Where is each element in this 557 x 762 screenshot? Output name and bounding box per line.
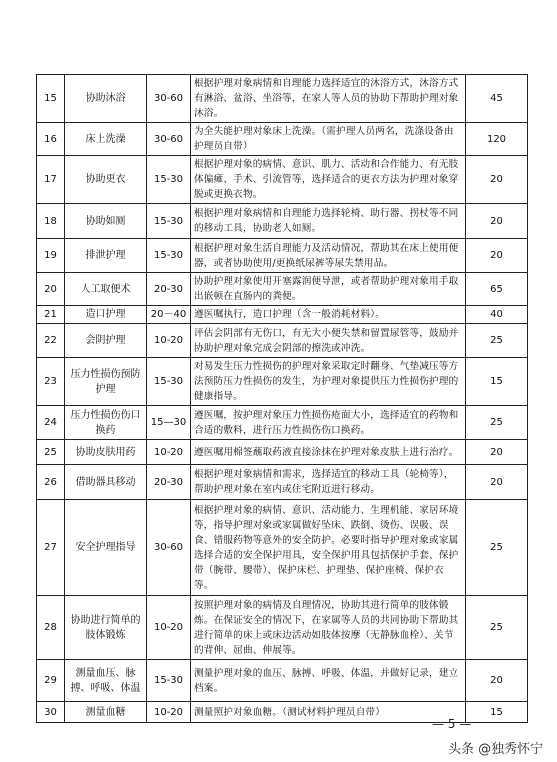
service-content: 根据护理对象病情和自理能力选择轮椅、助行器、拐杖等不同的移动工具，协助老人如厕。	[191, 204, 466, 239]
table-row	[37, 156, 528, 204]
row-number: 27	[37, 500, 65, 596]
table-row	[37, 204, 528, 239]
service-price: 20	[466, 204, 528, 239]
row-number: 23	[37, 358, 65, 406]
row-number: 26	[37, 465, 65, 500]
row-number: 16	[37, 123, 65, 156]
service-content: 评估会阴部有无伤口，有无大小便失禁和留置尿管等，鼓励并协助护理对象完成会阴部的擦洗或冲洗。	[191, 324, 466, 358]
service-price: 45	[466, 75, 528, 123]
row-number: 15	[37, 75, 65, 123]
service-content: 遵医嘱，按护理对象压力性损伤疮面大小，选择适宜的药物和合适的敷料，进行压力性损伤伤口换药。	[191, 406, 466, 440]
service-price: 20	[466, 465, 528, 500]
service-minutes: 10-20	[147, 596, 191, 660]
service-price: 25	[466, 406, 528, 440]
service-content: 协助护理对象使用开塞露润便导泄，或者帮助护理对象用手取出嵌顿在直肠内的粪便。	[191, 273, 466, 306]
service-item: 压力性损伤预防护理	[65, 358, 147, 406]
service-minutes: 10-20	[147, 324, 191, 358]
service-price: 15	[466, 358, 528, 406]
service-minutes: 15-30	[147, 239, 191, 273]
service-content: 根据护理对象病情和需求，选择适宜的移动工具（轮椅等），帮助护理对象在室内或住宅附近进行移动。	[191, 465, 466, 500]
table-row	[37, 75, 528, 123]
row-number: 21	[37, 306, 65, 324]
service-price: 20	[466, 239, 528, 273]
service-minutes: 10-20	[147, 702, 191, 723]
service-item: 造口护理	[65, 306, 147, 324]
table-row	[37, 306, 528, 324]
service-table	[36, 74, 528, 723]
service-price: 20	[466, 156, 528, 204]
service-item: 协助如厕	[65, 204, 147, 239]
service-content: 对易发生压力性损伤的护理对象采取定时翻身、气垫减压等方法预防压力性损伤的发生，为护理对象提供压力性损伤护理的健康指导。	[191, 358, 466, 406]
service-item: 安全护理指导	[65, 500, 147, 596]
service-item: 床上洗澡	[65, 123, 147, 156]
service-minutes: 15—30	[147, 406, 191, 440]
service-item: 借助器具移动	[65, 465, 147, 500]
service-minutes: 20-30	[147, 465, 191, 500]
service-price: 25	[466, 324, 528, 358]
service-minutes: 30-60	[147, 123, 191, 156]
service-price: 40	[466, 306, 528, 324]
service-price: 20	[466, 440, 528, 465]
service-content: 根据护理对象的病情、意识、活动能力、生理机能、家居环境等，指导护理对象或家属做好坠床、跌倒、烫伤、误吸、误食、错服药物等意外的安全防护。必要时指导护理对象或家属选择合适的安全保护用具，安全保护用具包括保护手套、保护带（腕带、腰带）、保护床栏、护理垫、保护座椅、保护衣等。	[191, 500, 466, 596]
service-item: 会阴护理	[65, 324, 147, 358]
service-minutes: 20－40	[147, 306, 191, 324]
service-price: 120	[466, 123, 528, 156]
row-number: 28	[37, 596, 65, 660]
service-item: 协助皮肤用药	[65, 440, 147, 465]
service-price: 15	[466, 702, 528, 723]
row-number: 30	[37, 702, 65, 723]
service-item: 测量血糖	[65, 702, 147, 723]
row-number: 18	[37, 204, 65, 239]
table-row	[37, 406, 528, 440]
table-row	[37, 358, 528, 406]
row-number: 24	[37, 406, 65, 440]
service-item: 协助更衣	[65, 156, 147, 204]
service-item: 测量血压、脉搏、呼吸、体温	[65, 660, 147, 702]
service-price: 25	[466, 500, 528, 596]
table-row	[37, 239, 528, 273]
service-content: 测量护理对象的血压、脉搏、呼吸、体温，并做好记录，建立档案。	[191, 660, 466, 702]
table-row	[37, 123, 528, 156]
service-price: 65	[466, 273, 528, 306]
service-content: 根据护理对象的病情、意识、肌力、活动和合作能力、有无肢体偏瘫、手术、引流管等，选择适合的更衣方法为护理对象穿脱或更换衣物。	[191, 156, 466, 204]
service-content: 根据护理对象病情和自理能力选择适宜的沐浴方式，沐浴方式有淋浴、盆浴、坐浴等，在家人等人员的协助下帮助护理对象沐浴。	[191, 75, 466, 123]
service-content: 按照护理对象的病情及自理情况，协助其进行简单的肢体锻炼。在保证安全的情况下，在家属等人员的共同协助下帮助其进行简单的床上或床边活动如肢体按摩（无静脉血栓）、关节的背伸、屈曲、伸展等。	[191, 596, 466, 660]
row-number: 22	[37, 324, 65, 358]
service-minutes: 30-60	[147, 500, 191, 596]
row-number: 29	[37, 660, 65, 702]
table-row	[37, 465, 528, 500]
row-number: 25	[37, 440, 65, 465]
service-content: 测量照护对象血糖。（测试材料护理员自带）	[191, 702, 466, 723]
service-item: 协助沐浴	[65, 75, 147, 123]
service-minutes: 10-20	[147, 440, 191, 465]
service-minutes: 15-30	[147, 156, 191, 204]
service-minutes: 20-30	[147, 273, 191, 306]
table-row	[37, 660, 528, 702]
service-content: 遵医嘱用棉签蘸取药液直接涂抹在护理对象皮肤上进行治疗。	[191, 440, 466, 465]
service-item: 人工取便术	[65, 273, 147, 306]
service-content: 遵医嘱执行，造口护理（含一般消耗材料）。	[191, 306, 466, 324]
table-row	[37, 440, 528, 465]
table-row	[37, 500, 528, 596]
service-price: 25	[466, 596, 528, 660]
service-item: 压力性损伤伤口换药	[65, 406, 147, 440]
service-price: 20	[466, 660, 528, 702]
service-item: 协助进行简单的肢体锻炼	[65, 596, 147, 660]
service-minutes: 15-30	[147, 660, 191, 702]
row-number: 20	[37, 273, 65, 306]
page-number: — 5 —	[432, 717, 472, 731]
watermark: 头条 @独秀怀宁	[448, 742, 544, 757]
service-content: 根据护理对象生活自理能力及活动情况，帮助其在床上使用便器，或者协助使用/更换纸尿裤等尿失禁用品。	[191, 239, 466, 273]
row-number: 19	[37, 239, 65, 273]
service-minutes: 30-60	[147, 75, 191, 123]
table-row	[37, 273, 528, 306]
table-row	[37, 596, 528, 660]
service-item: 排泄护理	[65, 239, 147, 273]
row-number: 17	[37, 156, 65, 204]
service-table-body	[37, 75, 528, 723]
service-content: 为全失能护理对象床上洗澡。（需护理人员两名，洗涤设备由护理员自带）	[191, 123, 466, 156]
service-minutes: 15-30	[147, 204, 191, 239]
service-minutes: 15-30	[147, 358, 191, 406]
table-row	[37, 324, 528, 358]
